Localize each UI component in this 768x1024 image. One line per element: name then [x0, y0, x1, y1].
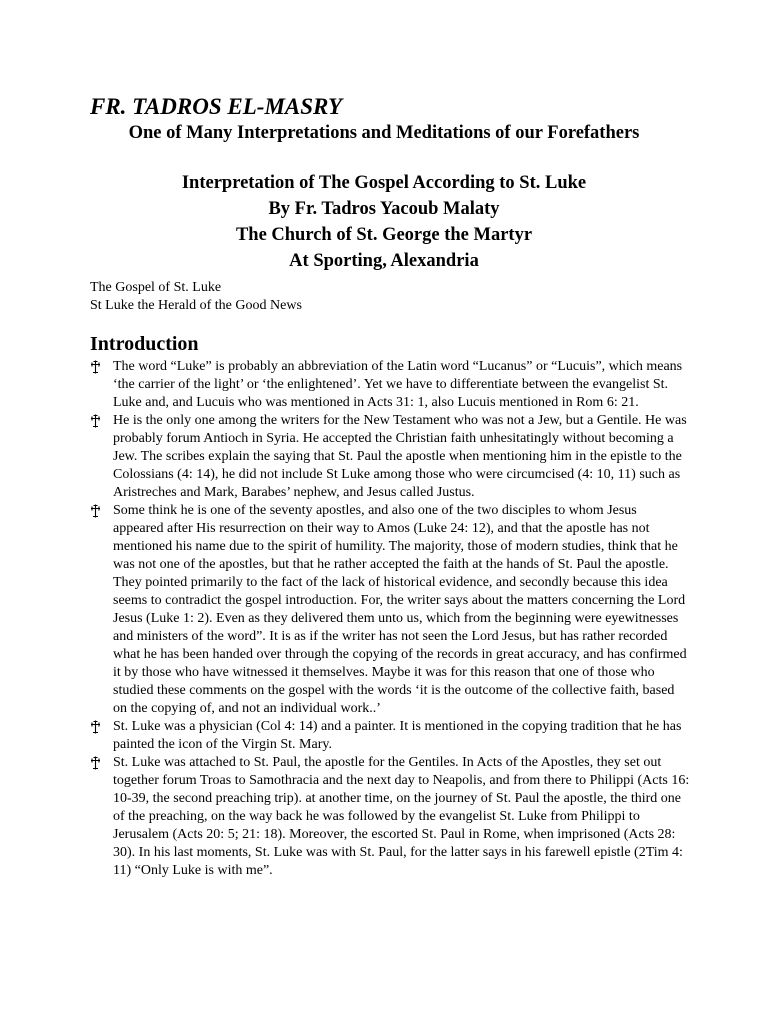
list-item [90, 754, 690, 880]
heading-line: At Sporting, Alexandria [289, 251, 479, 271]
paragraph-text: Some think he is one of the seventy apostles, and also one of the two disciples to whom Jesus appeared after His resurrection on their way to Amos (Luke 24: 12), and that the apostle has not mentioned his name due to the spirit of humility. The majority, those of modern studies, think that he was not one of the apostles, but that he rather accepted the faith at the hands of St. Paul the apostle. They pointed primarily to the fact of the lack of historical evidence, and secondly because this idea seems to contradict the gospel introduction. For, the writer says about the matters concerning the Lord Jesus (Luke 1: 2). Even as they delivered them unto us, which from the beginning were eyewitnesses and ministers of the word”. It is as if the writer has not seen the Lord Jesus, but has rather recorded what he has been handed over through the copying of the records in great accuracy, and has confirmed it by those who have witnessed it themselves. Maybe it was for this reason that one of those who studied these comments on the gospel with the words ‘it is the outcome of the collective faith, based on the copying of, and not an individual work..’ [113, 503, 687, 716]
heading-line: The Church of St. George the Martyr [235, 225, 533, 245]
paragraph-text: He is the only one among the writers for the New Testament who was not a Jew, but a Gentile. He was probably forum Antioch in Syria. He accepted the Christian faith unhesitatingly without becoming a Jew. The scribes explain the saying that St. Paul the apostle when mentioning him in the epistle to the Colossians (4: 14), he did not include St Luke among those who were circumcised (4: 10, 11) such as Aristreches and Mark, Barabes’ nephew, and Jesus called Justus. [113, 413, 687, 500]
heading-line: Interpretation of The Gospel According to St. Luke [181, 173, 587, 193]
document-title: FR. TADROS EL-MASRY [90, 94, 343, 119]
paragraph-text: The word “Luke” is probably an abbreviation of the Latin word “Lucanus” or “Lucuis”, which means ‘the carrier of the light’ or ‘the enlightened’. Yet we have to differentiate between the evangelist St. Luke and, and Lucuis who was mentioned in Acts 31: 1, also Lucuis mentioned in Rom 6: 21. [113, 359, 683, 410]
list-item [90, 502, 690, 718]
list-item [90, 358, 690, 412]
section-heading-introduction: Introduction [90, 333, 199, 355]
coptic-cross-icon [90, 720, 101, 734]
herald-line: St Luke the Herald of the Good News [90, 298, 302, 313]
document-subtitle: One of Many Interpretations and Meditations of our Forefathers [128, 123, 640, 143]
introduction-list [90, 358, 690, 880]
interpretation-heading [0, 170, 768, 274]
coptic-cross-icon [90, 756, 101, 770]
heading-line: By Fr. Tadros Yacoub Malaty [268, 199, 500, 219]
coptic-cross-icon [90, 414, 101, 428]
gospel-subheadings [90, 279, 302, 315]
coptic-cross-icon [90, 360, 101, 374]
list-item [90, 412, 690, 502]
list-item [90, 718, 690, 754]
paragraph-text: St. Luke was a physician (Col 4: 14) and a painter. It is mentioned in the copying tradition that he has painted the icon of the Virgin St. Mary. [113, 719, 682, 752]
coptic-cross-icon [90, 504, 101, 518]
paragraph-text: St. Luke was attached to St. Paul, the apostle for the Gentiles. In Acts of the Apostles, they set out together forum Troas to Samothracia and the next day to Neapolis, and from there to Philippi (Acts 16: 10-39, the second preaching trip). at another time, on the journey of St. Paul the apostle, the third one of the preaching, on the way back he was followed by the evangelist St. Luke from Philippi to Jerusalem (Acts 20: 5; 21: 18). Moreover, the escorted St. Paul in Rome, when imprisoned (Acts 28: 30). In his last moments, St. Luke was with St. Paul, for the latter says in his farewell epistle (2Tim 4: 11) “Only Luke is with me”. [113, 755, 690, 878]
gospel-title-line: The Gospel of St. Luke [90, 280, 222, 295]
